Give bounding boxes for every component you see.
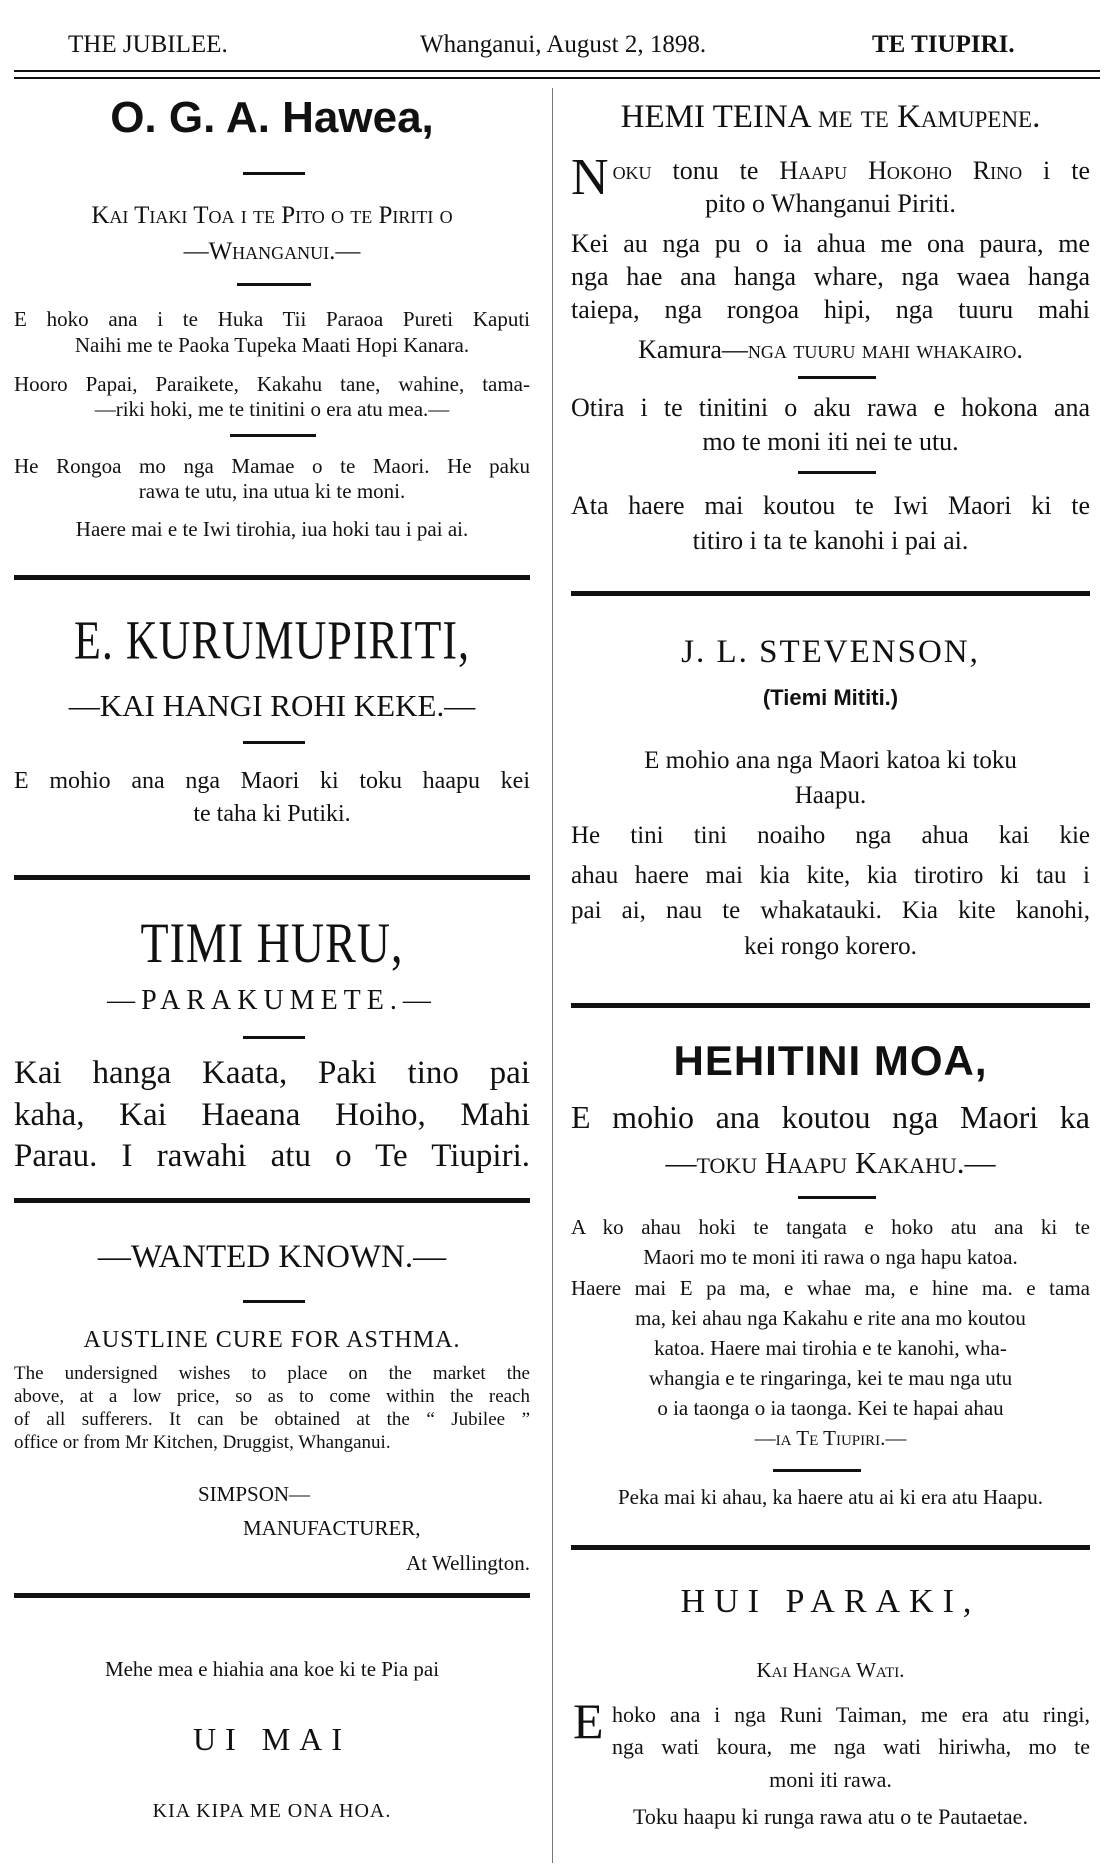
text-line: above, at a low price, so as to come within the reach bbox=[14, 1386, 530, 1407]
section-rule bbox=[14, 575, 530, 580]
ad-title-hawea: O. G. A. Hawea, bbox=[110, 93, 434, 142]
ad-title-kurumupiriti: E. KURUMUPIRITI, bbox=[73, 609, 471, 671]
section-rule bbox=[571, 591, 1090, 596]
text-line: pito o Whanganui Piriti. bbox=[705, 189, 956, 218]
hawea-sub2: —Whanganui.— bbox=[183, 238, 361, 265]
text-line: Parau. I rawahi atu o Te Tiupiri. bbox=[14, 1138, 530, 1174]
text-line: katoa. Haere mai tirohia e te kanohi, wha- bbox=[654, 1336, 1007, 1360]
hawea-sub: Kai Tiaki Toa i te Pito o te Piriti o bbox=[91, 202, 453, 229]
drop-cap: N bbox=[571, 149, 609, 206]
text-line: kaha, Kai Haeana Hoiho, Mahi bbox=[14, 1097, 530, 1133]
divider bbox=[243, 741, 305, 744]
text-line: moni iti rawa. bbox=[769, 1767, 892, 1792]
divider bbox=[230, 434, 316, 437]
text-span: nga tuuru mahi whakairo. bbox=[747, 335, 1023, 364]
text-line: E hoko ana i te Huka Tii Paraoa Pureti Kaputi bbox=[14, 307, 530, 331]
text-line: He tini tini noaiho nga ahua kai kie bbox=[571, 822, 1090, 849]
text-line: nga wati koura, me nga wati hiriwha, mo te bbox=[612, 1734, 1090, 1759]
text-line: E mohio ana koutou nga Maori ka bbox=[571, 1099, 1090, 1135]
divider bbox=[798, 376, 876, 379]
signature-place: At Wellington. bbox=[406, 1551, 530, 1575]
text-line: office or from Mr Kitchen, Druggist, Whanganui. bbox=[14, 1432, 391, 1453]
text-line bbox=[571, 334, 1090, 365]
text-line: rawa te utu, ina utua ki te moni. bbox=[138, 479, 406, 503]
text-line: of all sufferers. It can be obtained at the “ Jubilee ” bbox=[14, 1409, 530, 1430]
section-rule bbox=[571, 1545, 1090, 1550]
masthead-rule-2 bbox=[14, 77, 1100, 79]
text-line: Otira i te tinitini o aku rawa e hokona ana bbox=[571, 393, 1090, 422]
text-line: taiepa, nga rongoa hipi, nga tuuru mahi bbox=[571, 295, 1090, 324]
divider bbox=[243, 1036, 305, 1039]
text-line: The undersigned wishes to place on the market the bbox=[14, 1363, 530, 1384]
divider bbox=[243, 172, 305, 175]
text-span: Haapu Hokoho Rino bbox=[779, 156, 1023, 185]
text-span: i te bbox=[1022, 156, 1090, 185]
signature-name: SIMPSON— bbox=[198, 1482, 311, 1506]
stevenson-sub: (Tiemi Mititi.) bbox=[762, 685, 899, 710]
divider bbox=[243, 1300, 305, 1303]
masthead-right: TE TIUPIRI. bbox=[872, 31, 1015, 58]
masthead-rule bbox=[14, 70, 1100, 72]
masthead-left: THE JUBILEE. bbox=[68, 31, 228, 58]
kurumupiriti-sub: —KAI HANGI ROHI KEKE.— bbox=[68, 688, 476, 723]
signature-title: MANUFACTURER, bbox=[243, 1516, 421, 1540]
text-line: whangia e te ringaringa, kei te mau nga utu bbox=[648, 1366, 1013, 1390]
text-line: o ia taonga o ia taonga. Kei te hapai ahau bbox=[657, 1396, 1004, 1420]
text-line: pai ai, nau te whakatauki. Kia kite kanohi, bbox=[571, 897, 1090, 924]
divider bbox=[237, 283, 311, 286]
text-line: Peka mai ki ahau, ka haere atu ai ki era atu Haapu. bbox=[617, 1485, 1044, 1509]
text-line: Hooro Papai, Paraikete, Kakahu tane, wahine, tama- bbox=[14, 372, 530, 396]
text-line: Haapu. bbox=[794, 782, 867, 809]
ad-title-wanted-known: —WANTED KNOWN.— bbox=[97, 1239, 447, 1275]
text-line: kei rongo korero. bbox=[744, 933, 917, 960]
ad-title-ui-mai: UI MAI bbox=[193, 1721, 351, 1757]
text-line: E mohio ana nga Maori ki toku haapu kei bbox=[14, 768, 530, 794]
ad-title-stevenson: J. L. STEVENSON, bbox=[681, 634, 980, 670]
pia-footer: KIA KIPA ME ONA HOA. bbox=[152, 1800, 392, 1822]
divider bbox=[798, 1196, 876, 1199]
text-line: —toku Haapu Kakahu.— bbox=[665, 1145, 996, 1180]
text-line: Maori mo te moni iti rawa o nga hapu katoa. bbox=[643, 1245, 1018, 1269]
column-divider bbox=[552, 88, 553, 1863]
divider bbox=[773, 1469, 861, 1472]
hui-sub: Kai Hanga Wati. bbox=[756, 1658, 905, 1682]
text-line: ma, kei ahau nga Kakahu e rite ana mo koutou bbox=[635, 1306, 1026, 1330]
text-line: —ia Te Tiupiri.— bbox=[754, 1426, 907, 1450]
ad-title-timi-huru: TIMI HURU, bbox=[140, 910, 404, 975]
text-line: nga hae ana hanga whare, nga waea hanga bbox=[571, 262, 1090, 291]
text-line: Toku haapu ki runga rawa atu o te Pautaetae. bbox=[633, 1804, 1028, 1829]
ad-title-hui-paraki: HUI PARAKI, bbox=[680, 1583, 981, 1620]
text-span: tonu te bbox=[651, 156, 780, 185]
text-line: Kai hanga Kaata, Paki tino pai bbox=[14, 1055, 530, 1091]
masthead-date: Whanganui, August 2, 1898. bbox=[420, 31, 707, 58]
text-line: ahau haere mai kia kite, kia tirotiro ki tau i bbox=[571, 862, 1090, 889]
divider bbox=[798, 471, 876, 474]
text-line: Naihi me te Paoka Tupeka Maati Hopi Kanara. bbox=[74, 333, 470, 357]
ad-title-hehitini: HEHITINI MOA, bbox=[673, 1037, 988, 1084]
section-rule bbox=[14, 875, 530, 880]
ad-title-hemi-teina bbox=[571, 98, 1090, 138]
text-span: oku bbox=[612, 156, 652, 185]
text-line: Haere mai E pa ma, e whae ma, e hine ma. e tama bbox=[571, 1276, 1090, 1300]
wanted-sub: AUSTLINE CURE FOR ASTHMA. bbox=[83, 1327, 461, 1353]
timi-sub: —PARAKUMETE.— bbox=[107, 985, 437, 1016]
text-span: Kamura— bbox=[638, 335, 748, 364]
text-line: Haere mai e te Iwi tirohia, iua hoki tau i pai ai. bbox=[75, 517, 469, 541]
section-rule bbox=[14, 1198, 530, 1203]
section-rule bbox=[571, 1003, 1090, 1008]
text-line: He Rongoa mo nga Mamae o te Maori. He paku bbox=[14, 454, 530, 478]
text-line: Ata haere mai koutou te Iwi Maori ki te bbox=[571, 491, 1090, 520]
text-line: hoko ana i nga Runi Taiman, me era atu ringi, bbox=[612, 1702, 1090, 1727]
text-line: titiro i ta te kanohi i pai ai. bbox=[692, 526, 969, 555]
text-line: A ko ahau hoki te tangata e hoko atu ana ki te bbox=[571, 1215, 1090, 1239]
pia-line: Mehe mea e hiahia ana koe ki te Pia pai bbox=[104, 1657, 440, 1681]
text-line: —riki hoki, me te tinitini o era atu mea.— bbox=[94, 397, 450, 421]
text-line: E mohio ana nga Maori katoa ki toku bbox=[644, 747, 1017, 774]
text-line: Kei au nga pu o ia ahua me ona paura, me bbox=[571, 229, 1090, 258]
drop-cap: E bbox=[573, 1693, 604, 1749]
text-line: te taha ki Putiki. bbox=[193, 801, 351, 827]
text-line: mo te moni iti nei te utu. bbox=[702, 427, 959, 456]
hemi-title: HEMI TEINA me te Kamupene. bbox=[620, 99, 1041, 135]
section-rule bbox=[14, 1593, 530, 1598]
